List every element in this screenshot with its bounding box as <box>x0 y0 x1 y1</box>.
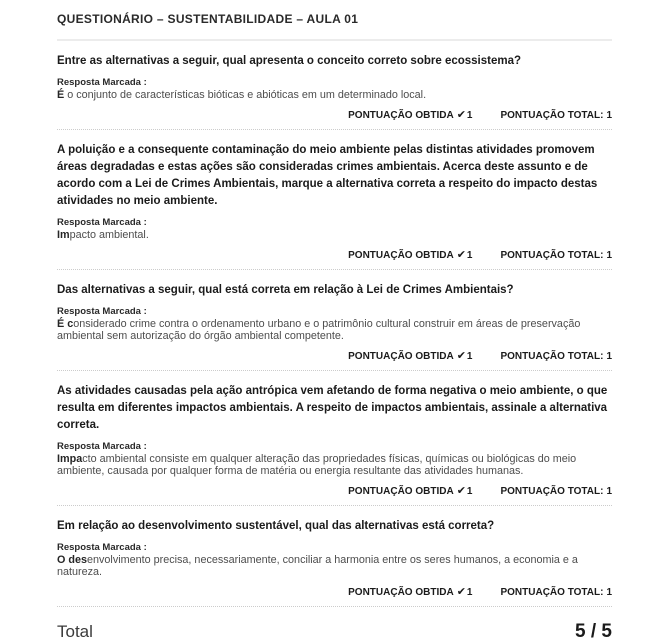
answer-marked-label: Resposta Marcada : <box>57 217 147 228</box>
answer-bold-prefix: Impa <box>57 453 83 465</box>
question-block <box>57 282 612 371</box>
check-icon: ✔ <box>456 109 466 121</box>
question-separator <box>57 129 612 130</box>
score-obtained-label: PONTUAÇÃO OBTIDA <box>348 351 454 362</box>
answer-rest: pacto ambiental. <box>69 229 149 241</box>
score-total-value: 1 <box>606 486 612 497</box>
score-total-label: PONTUAÇÃO TOTAL: <box>500 110 604 121</box>
marked-answer <box>57 229 612 241</box>
check-icon: ✔ <box>456 485 466 497</box>
score-obtained-label: PONTUAÇÃO OBTIDA <box>348 587 454 598</box>
answer-marked-label: Resposta Marcada : <box>57 542 147 553</box>
total-row <box>57 621 612 643</box>
answer-rest: envolvimento precisa, necessariamente, conciliar a harmonia entre os seres humanos, a economia e a natureza. <box>57 554 578 578</box>
question-text: Em relação ao desenvolvimento sustentável, qual das alternativas está correta? <box>57 520 495 532</box>
answer-bold-prefix: O des <box>57 554 88 566</box>
score-row <box>57 586 612 599</box>
score-row <box>57 350 612 363</box>
score-row <box>57 109 612 122</box>
score-row <box>57 249 612 262</box>
question-separator <box>57 370 612 371</box>
score-total-value: 1 <box>606 351 612 362</box>
check-icon: ✔ <box>456 249 466 261</box>
question-block <box>57 518 612 607</box>
total-score: 5 / 5 <box>575 621 612 642</box>
answer-rest: o conjunto de características bióticas e abióticas em um determinado local. <box>64 89 427 101</box>
score-obtained-label: PONTUAÇÃO OBTIDA <box>348 250 454 261</box>
marked-answer <box>57 89 612 101</box>
score-obtained-label: PONTUAÇÃO OBTIDA <box>348 486 454 497</box>
score-total-value: 1 <box>606 250 612 261</box>
title-separator <box>57 39 612 41</box>
score-row <box>57 485 612 498</box>
question-text: Entre as alternativas a seguir, qual apresenta o conceito correto sobre ecossistema? <box>57 55 522 67</box>
total-label: Total <box>57 622 93 641</box>
score-obtained-value: 1 <box>466 110 473 121</box>
score-total-value: 1 <box>606 110 612 121</box>
question-text: A poluição e a consequente contaminação do meio ambiente pelas distintas atividades promovem áreas degradadas e estas ações são consideradas crimes ambientais. Acerca deste assunto e de acordo com a Lei de Crimes Ambientais, marque a alternativa correta a respeito do impacto destas atividades no meio ambiente. <box>57 144 598 207</box>
question-text: As atividades causadas pela ação antrópica vem afetando de forma negativa o meio ambiente, o que resulta em diferentes impactos ambientais. A respeito de impactos ambientais, assinale a alternativa correta. <box>57 385 608 431</box>
check-icon: ✔ <box>456 350 466 362</box>
question-separator <box>57 269 612 270</box>
answer-bold-prefix: Im <box>57 229 70 241</box>
score-obtained-value: 1 <box>466 486 473 497</box>
answer-rest: cto ambiental consiste em qualquer alteração das propriedades físicas, químicas ou biológicas do meio ambiente, causada por qualquer forma de matéria ou energia resultante das atividades humanas. <box>57 453 577 477</box>
answer-marked-label: Resposta Marcada : <box>57 77 147 88</box>
marked-answer <box>57 453 612 477</box>
score-obtained-value: 1 <box>466 250 473 261</box>
check-icon: ✔ <box>456 586 466 598</box>
answer-bold-prefix: É <box>57 89 65 101</box>
score-total-label: PONTUAÇÃO TOTAL: <box>500 250 604 261</box>
score-total-label: PONTUAÇÃO TOTAL: <box>500 351 604 362</box>
question-separator <box>57 505 612 506</box>
score-total-label: PONTUAÇÃO TOTAL: <box>500 486 604 497</box>
question-block <box>57 53 612 130</box>
question-separator <box>57 606 612 607</box>
answer-marked-label: Resposta Marcada : <box>57 441 147 452</box>
answer-bold-prefix: É c <box>57 318 74 330</box>
question-block <box>57 383 612 506</box>
answer-marked-label: Resposta Marcada : <box>57 306 147 317</box>
score-obtained-value: 1 <box>466 587 473 598</box>
page-title: QUESTIONÁRIO – SUSTENTABILIDADE – AULA 01 <box>57 12 359 26</box>
score-obtained-label: PONTUAÇÃO OBTIDA <box>348 110 454 121</box>
question-block <box>57 142 612 270</box>
score-total-label: PONTUAÇÃO TOTAL: <box>500 587 604 598</box>
marked-answer <box>57 318 612 342</box>
answer-rest: onsiderado crime contra o ordenamento urbano e o patrimônio cultural construir em áreas de preservação ambiental sem autorização do órgão ambiental competente. <box>57 318 581 342</box>
score-total-value: 1 <box>606 587 612 598</box>
question-text: Das alternativas a seguir, qual está correta em relação à Lei de Crimes Ambientais? <box>57 284 514 296</box>
score-obtained-value: 1 <box>466 351 473 362</box>
marked-answer <box>57 554 612 578</box>
